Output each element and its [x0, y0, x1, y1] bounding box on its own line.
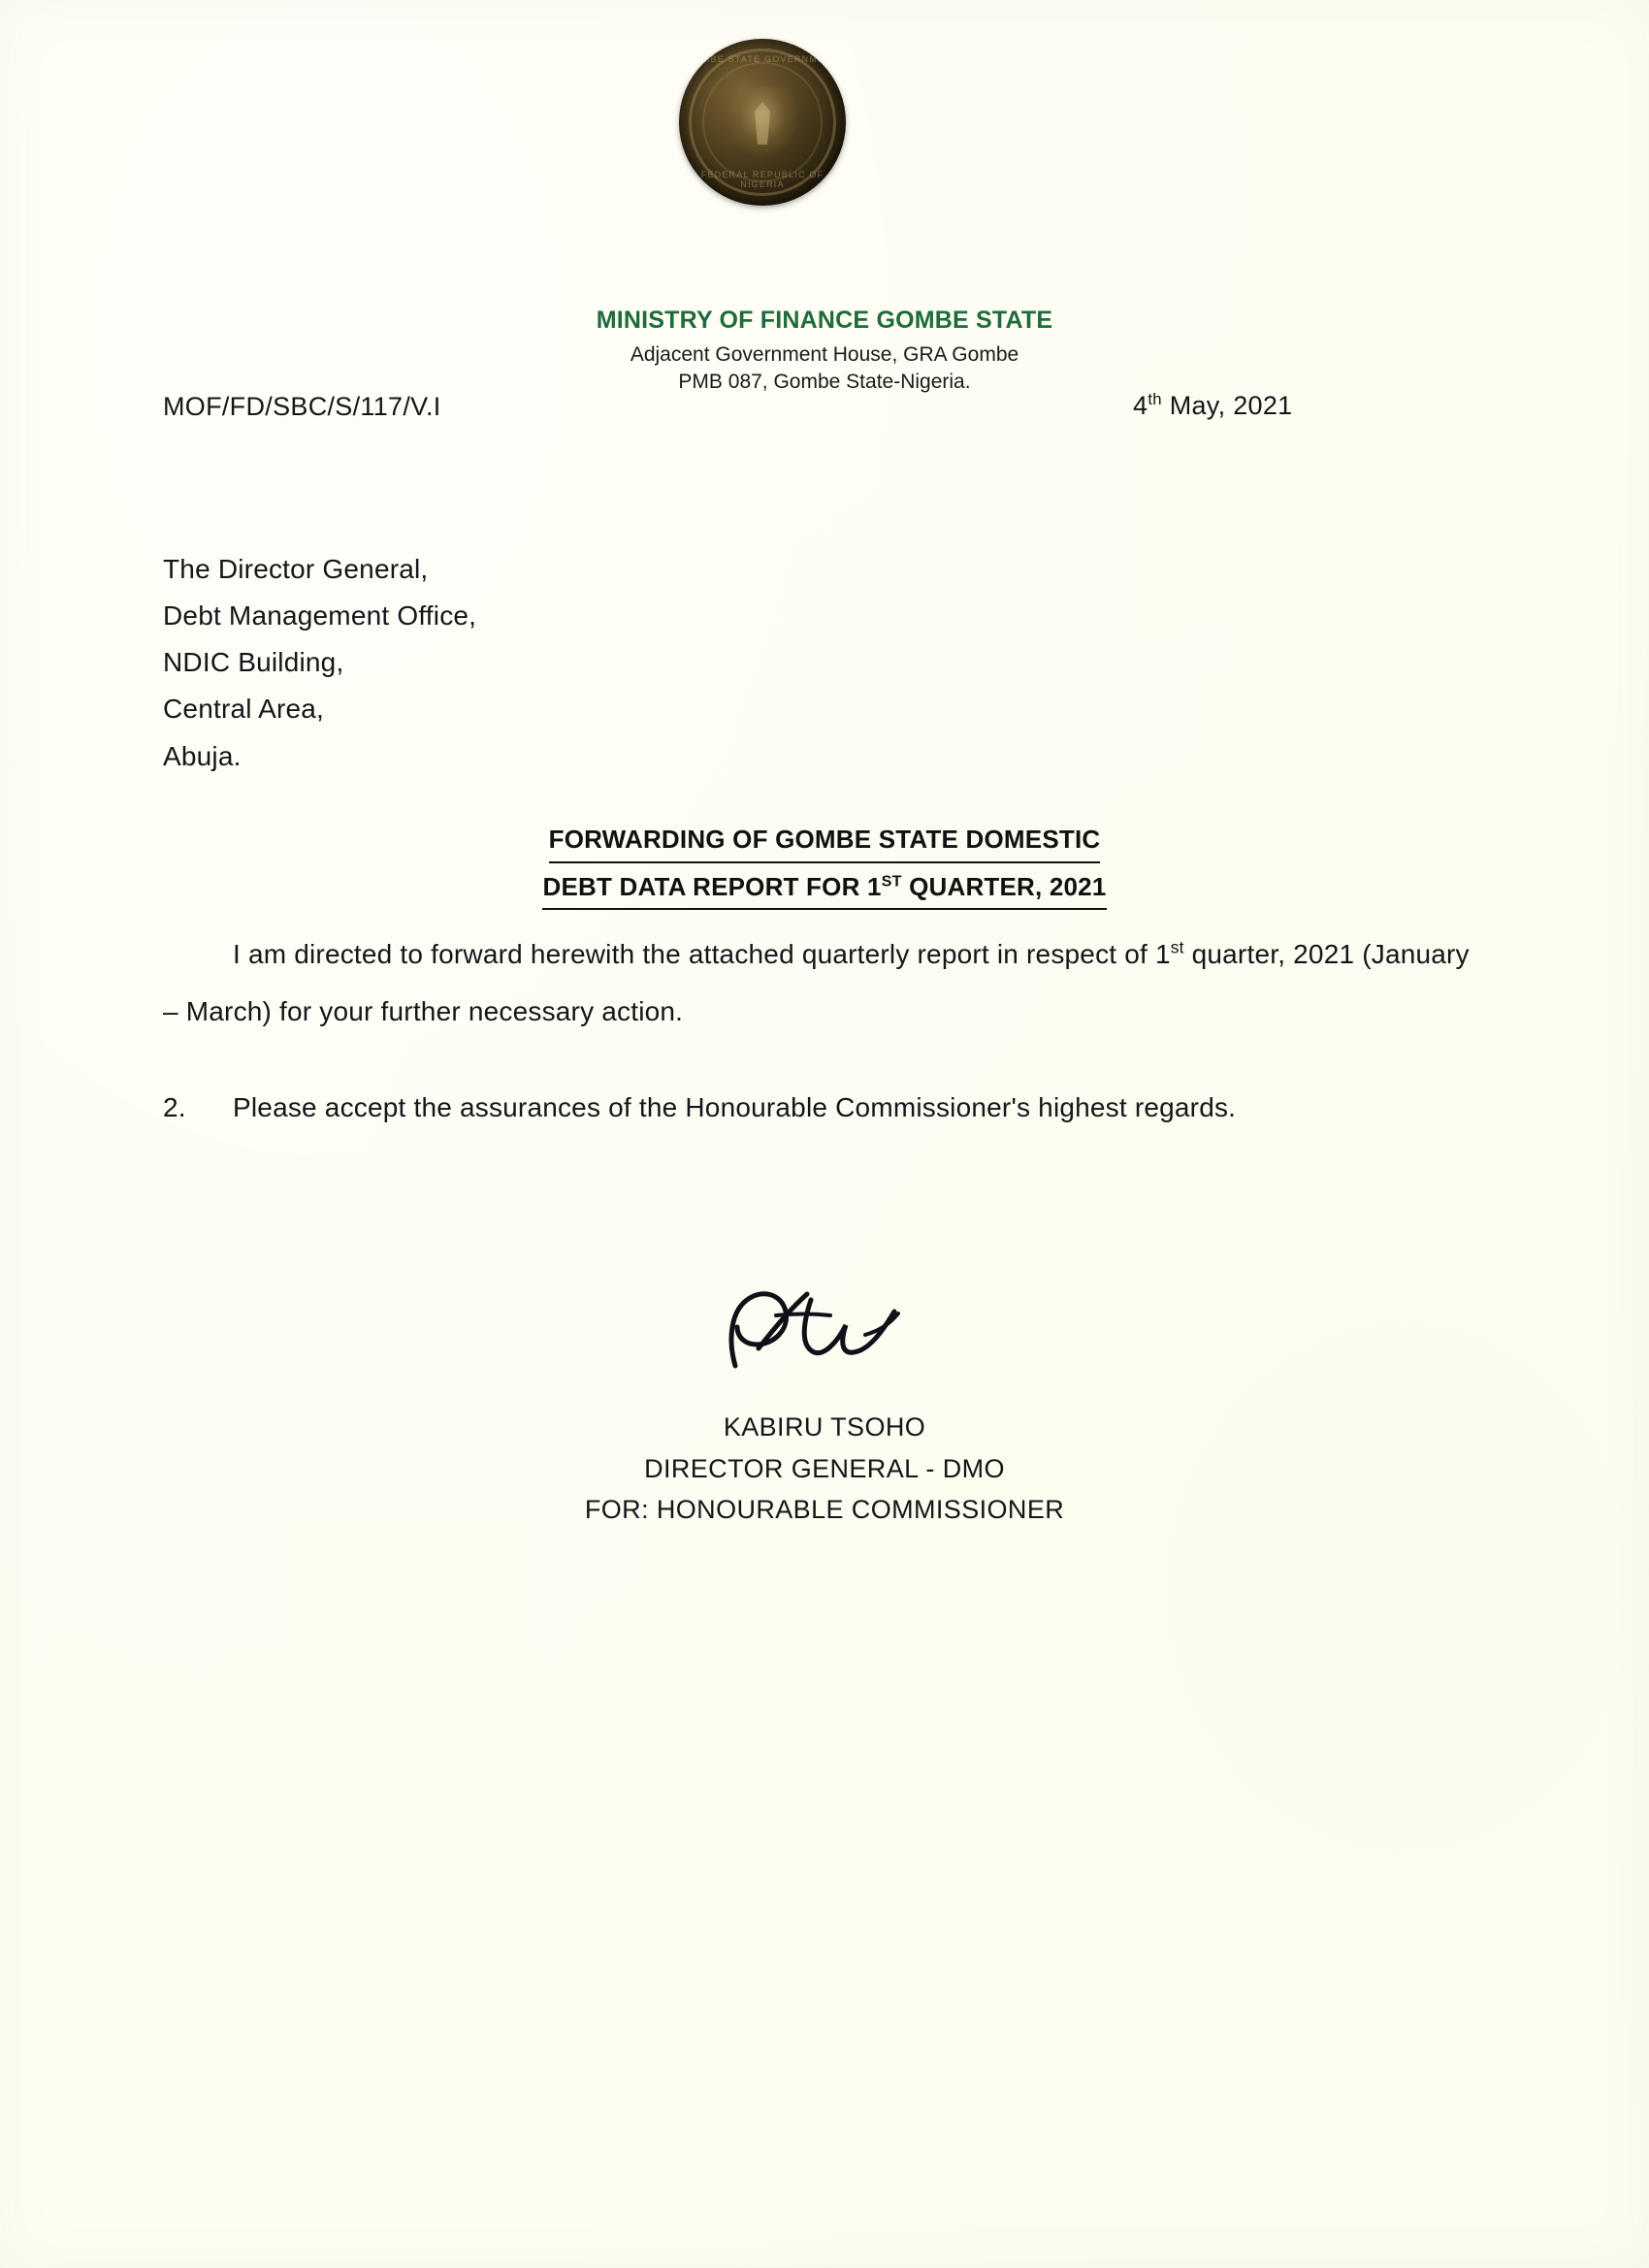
title-line-2-tail: QUARTER, 2021 — [901, 871, 1107, 901]
date-rest: May, 2021 — [1161, 391, 1293, 420]
signatory-designation: DIRECTOR GENERAL - DMO — [644, 1453, 1005, 1483]
letter-subject-title — [0, 820, 1649, 910]
title-line-1: FORWARDING OF GOMBE STATE DOMESTIC — [549, 820, 1101, 863]
government-seal-icon — [679, 39, 846, 206]
recipient-line: Debt Management Office, — [163, 600, 477, 632]
address-line-2: PMB 087, Gombe State-Nigeria. — [678, 371, 971, 394]
body-paragraph-2 — [163, 1080, 1492, 1137]
body-paragraph-1 — [163, 926, 1492, 1041]
title-line-2 — [542, 867, 1106, 911]
recipient-line: NDIC Building, — [163, 647, 344, 678]
paragraph-1-text-a: I am directed to forward herewith the attached quarterly report in respect of 1 — [233, 939, 1171, 969]
title-line-2-text: DEBT DATA REPORT FOR 1 — [542, 871, 882, 901]
address-line-1: Adjacent Government House, GRA Gombe — [630, 343, 1019, 366]
signatory-on-behalf: FOR: HONOURABLE COMMISSIONER — [584, 1495, 1065, 1525]
recipient-line: Central Area, — [163, 694, 325, 725]
title-ordinal: ST — [881, 871, 902, 890]
paragraph-2-number: 2. — [163, 1091, 186, 1122]
signature-block — [0, 1407, 1649, 1531]
seal-crest-icon — [727, 86, 798, 158]
seal-top-text: GOMBE STATE GOVERNMENT — [686, 54, 839, 64]
paragraph-2-text: Please accept the assurances of the Honourable Commissioner's highest regards. — [233, 1091, 1237, 1122]
paragraph-1-text-b: quarter, 2021 (January – March) for your further necessary action. — [163, 939, 1470, 1026]
seal-bottom-text: FEDERAL REPUBLIC OF NIGERIA — [700, 170, 824, 189]
recipient-line: The Director General, — [163, 554, 429, 584]
ministry-address — [0, 341, 1649, 397]
ministry-name: MINISTRY OF FINANCE GOMBE STATE — [596, 307, 1053, 334]
handwritten-signature — [718, 1280, 931, 1387]
letterhead — [0, 307, 1649, 397]
recipient-line: Abuja. — [163, 740, 242, 771]
recipient-address — [163, 546, 476, 780]
date-ordinal: th — [1148, 390, 1162, 408]
date-day: 4 — [1133, 391, 1148, 420]
letter-date — [1133, 390, 1292, 421]
paragraph-1-ordinal: st — [1170, 937, 1184, 957]
letter-body — [163, 926, 1492, 1175]
reference-number: MOF/FD/SBC/S/117/V.I — [163, 392, 441, 421]
signatory-name: KABIRU TSOHO — [723, 1412, 926, 1442]
